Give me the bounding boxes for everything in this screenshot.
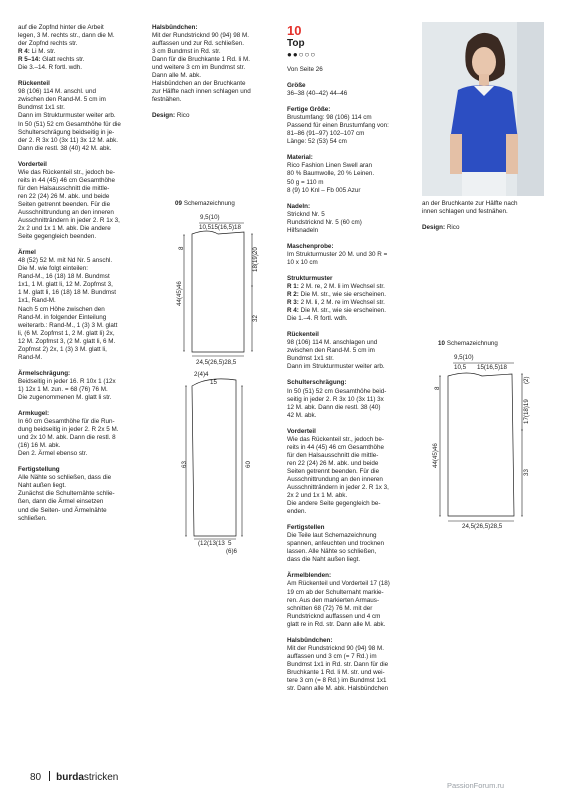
schema-10-shoulder: 15(16,5)18: [477, 364, 507, 371]
schema-09-bottom: 24,5(26,5)28,5: [196, 359, 237, 366]
paragraph: [18, 466, 143, 522]
paragraph: [422, 224, 552, 232]
column-3: [287, 24, 415, 701]
section-heading: Größe: [287, 82, 306, 90]
brand-name-bold: burda: [56, 772, 84, 783]
section-text: R 1: 2 M. re, 2 M. li im Wechsel str. R 2: Die M. str., wie sie erscheinen. R 3: 2 M. li, 2 M. re im Wechsel str. R 4: Die M. str., wie sie erscheinen. Die 1.–4. R fortl. wdh.: [287, 282, 387, 323]
section-text: Rico Fashion Linen Swell aran 80 % Baumwolle, 20 % Leinen. 50 g = 110 m 8 (9) 10 Knl – Fb 005 Azur: [287, 162, 375, 194]
schema-09-top-neck: 9,5(10): [200, 214, 220, 221]
section-heading: Maschenprobe:: [287, 242, 334, 250]
section-heading: Nadeln:: [287, 202, 311, 210]
section-text: Beidseitig in jeder 16. R 10x 1 (12x 1) 12x 1 M. zun. = 68 (76) 76 M. Die zugenommenen M. glatt li str.: [18, 377, 116, 401]
paragraph: [152, 24, 277, 104]
model-photo: [422, 22, 544, 196]
paragraph: [18, 249, 143, 362]
schema-10-left-top: 8: [434, 386, 441, 390]
product-number: 10: [287, 23, 302, 38]
section-text: 98 (106) 114 M. anschlagen und zwischen den Rand-M. 5 cm im Bundmst 1x1 str. Dann im Strukturmuster weiter arb.: [287, 339, 385, 371]
paragraph: [287, 428, 415, 517]
schema-09-number: 09: [175, 200, 182, 207]
section-text: Wie das Rückenteil str., jedoch be- reits in 44 (45) 46 cm Gesamthöhe für den Halsausschnitt die mittle- ren 22 (24) 26 M. abk. und beide Seiten getrennt beenden. Für die Ausschnittrundung an den inneren Ausschnitträndern in jeder 2. R 1x 3, 2x 2 und 1x 1 M. abk. Die andere Seite gegengleich beenden.: [18, 168, 120, 241]
schema-09-sleeve-right: 60: [245, 461, 252, 468]
schema-09-left-total: 44(45)46: [176, 281, 183, 306]
section-text: Die Teile laut Schemazeichnung spannen, anfeuchten und trocknen lassen. Alle Nähte so schließen, dass die Naht außen liegt.: [287, 532, 384, 564]
paragraph: [287, 524, 415, 564]
section-text: Im Strukturmuster 20 M. und 30 R = 10 x 10 cm: [287, 250, 388, 266]
schema-10-top-neck: 9,5(10): [454, 354, 474, 361]
paragraph: [152, 112, 277, 120]
difficulty-dots: ●●○○○: [287, 50, 317, 59]
section-heading: Vorderteil: [18, 160, 47, 168]
paragraph: [287, 82, 415, 98]
column-1: [18, 24, 143, 531]
schema-09-right-lower: 32: [252, 315, 259, 322]
section-heading: Ärmel: [18, 249, 36, 257]
schema-10-title: Schemazeichnung: [446, 340, 498, 347]
section-heading: Halsbündchen:: [287, 636, 333, 644]
paragraph: [287, 572, 415, 628]
section-text: In 50 (51) 52 cm Gesamthöhe beid- seitig in jeder 2. R 3x 10 (3x 11) 3x 12 M. abk. Dann die restl. 38 (40) 42 M. abk.: [287, 387, 387, 419]
section-heading: Material:: [287, 154, 313, 162]
paragraph: [287, 243, 415, 267]
schema-09-title: Schemazeichnung: [183, 200, 235, 207]
section-heading: Fertigstellung: [18, 466, 60, 474]
schema-10-neck-drop: 10,5: [454, 364, 467, 371]
schema-10-right-lower: 33: [523, 469, 530, 476]
schema-10-right-small: (2): [523, 376, 530, 384]
paragraph: [18, 370, 143, 402]
paragraph: [18, 80, 143, 152]
section-text: In 60 cm Gesamthöhe für die Run- dung beidseitig in jeder 2. R 2x 5 M. und 2x 10 M. abk. Dann die restl. 8 (16) 16 M. abk. Den 2. Ärmel ebenso str.: [18, 418, 119, 458]
paragraph: [287, 331, 415, 371]
section-heading: Armkugel:: [18, 410, 50, 418]
section-text: auf die Zopfnd hinter die Arbeit legen, 3 M. rechts str., dann die M. der Zopfnd rechts str. R 4: Li M. str. R 5–14: Glatt rechts str. Die 3.–14. R fortl. wdh.: [18, 24, 115, 72]
schema-10-bottom: 24,5(26,5)28,5: [462, 523, 503, 530]
section-text: Rico: [176, 112, 190, 120]
section-text: Wie das Rückenteil str., jedoch be- reits in 44 (45) 46 cm Gesamthöhe für den Halsausschnitt die mittle- ren 22 (24) 26 M. abk. und beide Seiten getrennt beenden. Für die Ausschnittrundung an den inneren Ausschnitträndern in jeder 2. R 1x 3, 2x 2 und 1x 1 M. abk. Die andere Seite gegengleich be- enden.: [287, 435, 389, 516]
section-heading: Ärmelblenden:: [287, 572, 332, 580]
schema-09-right-armhole: 18(19)20: [252, 247, 259, 272]
section-heading: Strukturmuster: [287, 274, 333, 282]
section-heading: Design:: [152, 112, 177, 120]
woman-in-blue-top-image: [422, 22, 544, 196]
watermark: PassionForum.ru: [447, 781, 505, 790]
section-text: Alle Nähte so schließen, dass die Naht außen liegt. Zunächst die Schulternähte schlie- ßen, dann die Ärmel einsetzen und die Seiten- und Ärmelnähte schließen.: [18, 474, 115, 522]
section-heading: Rückenteil: [287, 331, 319, 339]
section-text: Mit der Rundstricknd 90 (94) 98 M. auffassen und zur Rd. schließen. 3 cm Bundmst in Rd. str. Dann für die Bruchkante 1 Rd. li M. und weitere 3 cm im Bundmst str. Dann alle M. abk. Halsbündchen an der Bruchkante zur Hälfte nach innen schlagen und festnähen.: [152, 32, 251, 104]
instructions-top: [287, 82, 415, 693]
section-text: 98 (106) 114 M. anschl. und zwischen den Rand-M. 5 cm im Bundmst 1x1 str. Dann im Strukturmuster weiter arb. In 50 (51) 52 cm Gesamthöhe für die Schulterschrägung beidseitig in je- der 2. R 3x 10 (3x 11) 3x 12 M. abk. Dann die restl. 38 (40) 42 M. abk.: [18, 88, 121, 152]
schema-09-sleeve-hem2: (6)6: [226, 548, 238, 555]
section-text: Am Rückenteil und Vorderteil 17 (18) 19 cm ab der Schulternaht markie- ren. Aus den markierten Armaus- schnitten 68 (72) 76 M. mit der Rundstricknd auffassen und 4 cm glatt re in Rd. str. Dann alle M. abk.: [287, 580, 390, 628]
paragraph: [287, 203, 415, 235]
section-heading: Ärmelschrägung:: [18, 369, 71, 377]
paragraph: [287, 106, 415, 146]
schema-09-sleeve-top: 2(4)4: [194, 371, 209, 378]
section-text: Rico: [446, 224, 460, 232]
source-reference: Von Seite 26: [287, 66, 323, 73]
paragraph: [18, 24, 143, 72]
schema-10: [432, 338, 550, 543]
schema-09-sleeve-cap: 15: [210, 379, 217, 386]
product-title: Top: [287, 38, 305, 49]
section-heading: Fertige Größe:: [287, 106, 331, 114]
paragraph: [287, 637, 415, 693]
paragraph: [287, 154, 415, 194]
paragraph: [287, 379, 415, 419]
page-footer: [30, 771, 118, 783]
section-heading: Schulterschrägung:: [287, 379, 347, 387]
paragraph: [18, 161, 143, 241]
paragraph: [422, 200, 552, 216]
section-heading: Vorderteil: [287, 427, 316, 435]
section-text: Stricknd Nr. 5 Rundstricknd Nr. 5 (60 cm) Hilfsnadeln: [287, 210, 362, 234]
page-number: 80: [30, 772, 42, 783]
schema-10-left-total: 44(45)46: [432, 443, 439, 468]
column-2: [152, 24, 277, 129]
brand-name-light: stricken: [83, 772, 119, 783]
section-heading: Design:: [422, 224, 447, 232]
section-text: Brustumfang: 98 (106) 114 cm Passend für einen Brustumfang von: 81–86 (91–97) 102–107 cm Länge: 52 (53) 54 cm: [287, 114, 389, 146]
schema-09: [175, 198, 283, 568]
schema-09-neck-drop: 10,5: [199, 224, 212, 231]
svg-text:09Schemazeichnung: [175, 200, 235, 207]
section-text: an der Bruchkante zur Hälfte nach innen schlagen und festnähen.: [422, 200, 518, 216]
section-heading: Rückenteil: [18, 80, 50, 88]
schema-09-sleeve-left: 63: [181, 461, 188, 468]
section-text: 48 (52) 52 M. mit Nd Nr. 5 anschl. Die M. wie folgt einteilen: Rand-M., 16 (18) 18 M. Bundmst 1x1, 1 M. glatt li, 12 M. Zopfmst 3, 1 M. glatt li, 16 (18) 18 M. Bundmst 1x1, Rand-M. Nach 5 cm Höhe zwischen den Rand-M. in folgender Einteilung weiterarb.: Rand-M., 1 (3) 3 M. glatt li, (6 M. Zopfmst 1, 2 M. glatt li) 2x, 12 M. Zopfmst 3, (2 M. glatt li, 6 M. Zopfmst 2) 2x, 1 (3) 3 M. glatt li, Rand-M.: [18, 257, 118, 361]
footer-divider: [49, 771, 50, 781]
paragraph: [18, 410, 143, 458]
schema-09-sleeve-bottom: (12(13(13: [198, 540, 225, 547]
section-text: Mit der Rundstricknd 90 (94) 98 M. auffassen und 3 cm (= 7 Rd.) im Bundmst 1x1 in Rd. str. Dann für die Bruchkante 1 Rd. li M. str. und wei- tere 3 cm (= 8 Rd.) im Bundmst 1x1 str. Dann alle M. abk. Halsbündchen: [287, 644, 389, 693]
schema-10-number: 10: [438, 340, 445, 347]
section-heading: Halsbündchen:: [152, 24, 198, 31]
schema-09-shoulder: 15(16,5)18: [211, 224, 241, 231]
schema-10-right-armhole: 17(18)19: [523, 399, 530, 424]
paragraph: [287, 275, 415, 323]
column-4: [422, 200, 552, 240]
section-text: 36–38 (40–42) 44–46: [287, 90, 348, 98]
schema-09-sleeve-hem: 5: [228, 540, 232, 547]
svg-text:10Schemazeichnung: [438, 340, 498, 347]
schema-09-left-top: 8: [178, 246, 185, 250]
section-heading: Fertigstellen: [287, 524, 325, 532]
